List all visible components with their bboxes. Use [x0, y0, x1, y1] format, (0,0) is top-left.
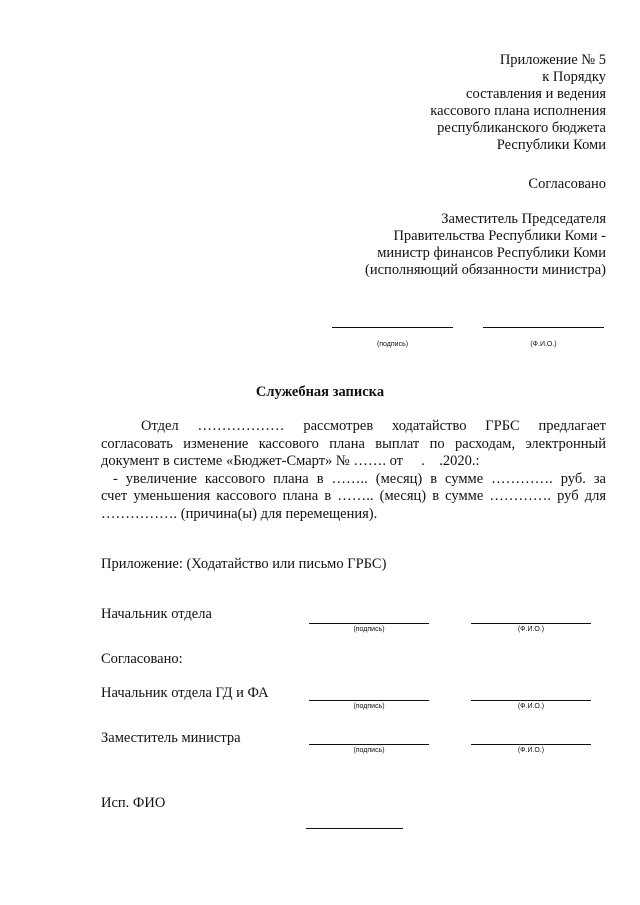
deputy-minister-label: Заместитель министра — [101, 730, 241, 746]
approver-signature-line — [332, 327, 453, 328]
name-line — [471, 700, 591, 701]
body-line-2: согласовать изменение кассового плана выплат по расходам, электронный — [101, 435, 606, 452]
signature-caption: (подпись) — [353, 747, 385, 754]
executor-line — [306, 828, 403, 829]
name-caption: (Ф.И.О.) — [517, 747, 545, 754]
word: предлагает — [538, 418, 606, 434]
position-line: Правительства Республики Коми - — [393, 228, 606, 244]
body-line-3: документ в системе «Бюджет-Смарт» № ……. от . .2020.: — [101, 453, 480, 469]
document-title: Служебная записка — [255, 384, 385, 400]
name-caption: (Ф.И.О.) — [517, 626, 545, 633]
approver-position — [365, 211, 606, 279]
word: ……………… — [197, 418, 285, 434]
word: рассмотрев — [303, 418, 374, 434]
signature-caption: (подпись) — [353, 703, 385, 710]
header-line: Приложение № 5 — [499, 52, 606, 68]
body-line-4: - увеличение кассового плана в …….. (месяц) в сумме …………. руб. за — [113, 470, 606, 487]
name-caption: (Ф.И.О.) — [530, 341, 557, 348]
body-line-1 — [101, 418, 606, 436]
word: ходатайство — [392, 418, 467, 434]
attachment-line: Приложение: (Ходатайство или письмо ГРБС) — [101, 556, 387, 572]
signature-line — [309, 744, 429, 745]
word: ГРБС — [485, 418, 520, 434]
header-line: составления и ведения — [466, 86, 606, 102]
position-line: Заместитель Председателя — [441, 211, 606, 227]
word: Отдел — [141, 418, 179, 434]
name-line — [471, 744, 591, 745]
executor-label: Исп. ФИО — [101, 795, 166, 811]
name-caption: (Ф.И.О.) — [517, 703, 545, 710]
agreed-label: Согласовано: — [101, 651, 183, 667]
header-line: кассового плана исполнения — [430, 103, 606, 119]
signature-line — [309, 700, 429, 701]
signature-caption: (подпись) — [376, 341, 409, 348]
signature-line — [309, 623, 429, 624]
position-line: министр финансов Республики Коми — [377, 245, 606, 261]
head-of-department-label: Начальник отдела — [101, 606, 212, 622]
name-line — [471, 623, 591, 624]
body-line-6: ……………. (причина(ы) для перемещения). — [101, 505, 378, 522]
approval-label: Согласовано — [528, 176, 606, 192]
memo-body — [101, 418, 606, 523]
header-line: Республики Коми — [496, 137, 606, 153]
header-line: к Порядку — [542, 69, 606, 85]
signature-caption: (подпись) — [353, 626, 385, 633]
appendix-header — [430, 52, 606, 154]
head-gd-fa-label: Начальник отдела ГД и ФА — [101, 685, 269, 701]
body-line-5: счет уменьшения кассового плана в …….. (месяц) в сумме …………. руб для — [101, 488, 606, 504]
header-line: республиканского бюджета — [437, 120, 606, 136]
approver-name-line — [483, 327, 604, 328]
position-line: (исполняющий обязанности министра) — [365, 262, 606, 278]
